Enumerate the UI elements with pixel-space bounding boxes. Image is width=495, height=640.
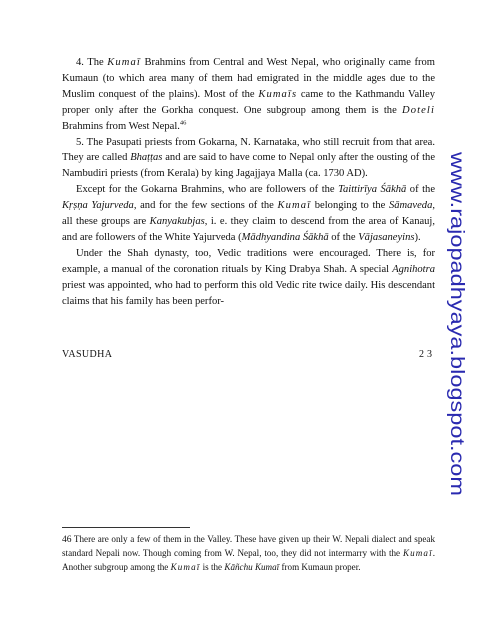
text-run: and are said to have come to Nepal only after the ousting of the Nambudiri priests (from Kerala) by king Jagajjaya Malla (ca. 1730 AD). (62, 152, 435, 180)
term-italic: Kumaī (107, 57, 141, 68)
term-italic: Kumaīs (258, 88, 298, 100)
page-number: 23 (419, 349, 435, 360)
footnote-number: 46 (62, 535, 72, 545)
text-run: priest was appointed, who had to perform this old Vedic rite twice daily. His descendant claims that his family has been perfor- (62, 279, 435, 307)
text-run: Brahmins from Central and West Nepal, who originally came from Kumaun (to which area many of them had emigrated in the middle ages due to the Muslim conquest of the plains). Most of the (62, 57, 435, 100)
watermark-url[interactable] (432, 150, 468, 500)
term-italic: Kumaī (402, 548, 433, 559)
term-italic: Mādhyandina Śākhā (241, 231, 329, 243)
term-italic: Agnihotra (392, 263, 435, 275)
text-run: of the (406, 184, 435, 196)
text-run: Under the Shah dynasty, too, Vedic traditions were encouraged. There is, for example, a manual of the coronation rituals by King Drabya Shah. A special (62, 247, 435, 275)
text-run: . Another subgroup among the (62, 548, 435, 572)
text-run: 5. The Pasupati priests from Gokarna, N. Karnataka, who still recruit from that area. They are called (62, 136, 435, 164)
footnote-46 (62, 533, 435, 574)
term-italic: Kāñchu Kumaī (224, 561, 280, 572)
paragraph-gokarna-exception (62, 182, 435, 246)
text-run: Except for the Gokarna Brahmins, who are followers of the (76, 184, 339, 196)
term-italic: Doteli (402, 104, 435, 116)
term-italic: Sāmaveda (389, 200, 433, 212)
text-run: belonging to the (311, 200, 389, 212)
text-run: , and for the few sections of the (133, 200, 278, 212)
footnote-divider (62, 527, 190, 528)
paragraph-pasupati-priests (62, 135, 435, 183)
text-run: , all these groups are (62, 200, 435, 228)
term-italic: Kumaī (170, 561, 201, 572)
term-italic: Bhaṭṭas (130, 152, 163, 164)
journal-name: VASUDHA (62, 349, 113, 360)
text-run: came to the Kathmandu Valley proper only after the Gorkha conquest. One subgroup among them is the (62, 88, 435, 116)
main-text (62, 55, 435, 310)
text-run: ). (414, 231, 421, 243)
text-run: There are only a few of them in the Valley. These have given up their W. Nepali dialect and speak standard Nepali now. Though coming from W. Nepal, too, they did not intermarry with the (62, 534, 435, 559)
text-run: of the (328, 231, 359, 243)
text-run: 4. The (76, 57, 108, 68)
footnote-reference[interactable]: 46 (179, 119, 187, 127)
term-italic: Kumaī (277, 200, 312, 212)
paragraph-shah-dynasty (62, 246, 435, 310)
text-run: is the (200, 561, 225, 572)
text-run: Brahmins from West Nepal. (62, 120, 180, 132)
text-run: from Kumaun proper. (279, 561, 361, 572)
term-italic: Kanyakubjas (149, 216, 205, 228)
watermark-text: www.rajopadhyaya.blogspot.com (446, 152, 468, 438)
term-italic: Taittirīya Śākhā (338, 184, 407, 196)
term-italic: Vājasaneyins (358, 231, 415, 243)
text-run: , i. e. they claim to descend from the area of Kanauj, and are followers of the White Yajurveda ( (62, 216, 435, 243)
paragraph-kumai-brahmins (62, 55, 435, 135)
term-italic: Kṛṣṇa Yajurveda (62, 200, 134, 212)
